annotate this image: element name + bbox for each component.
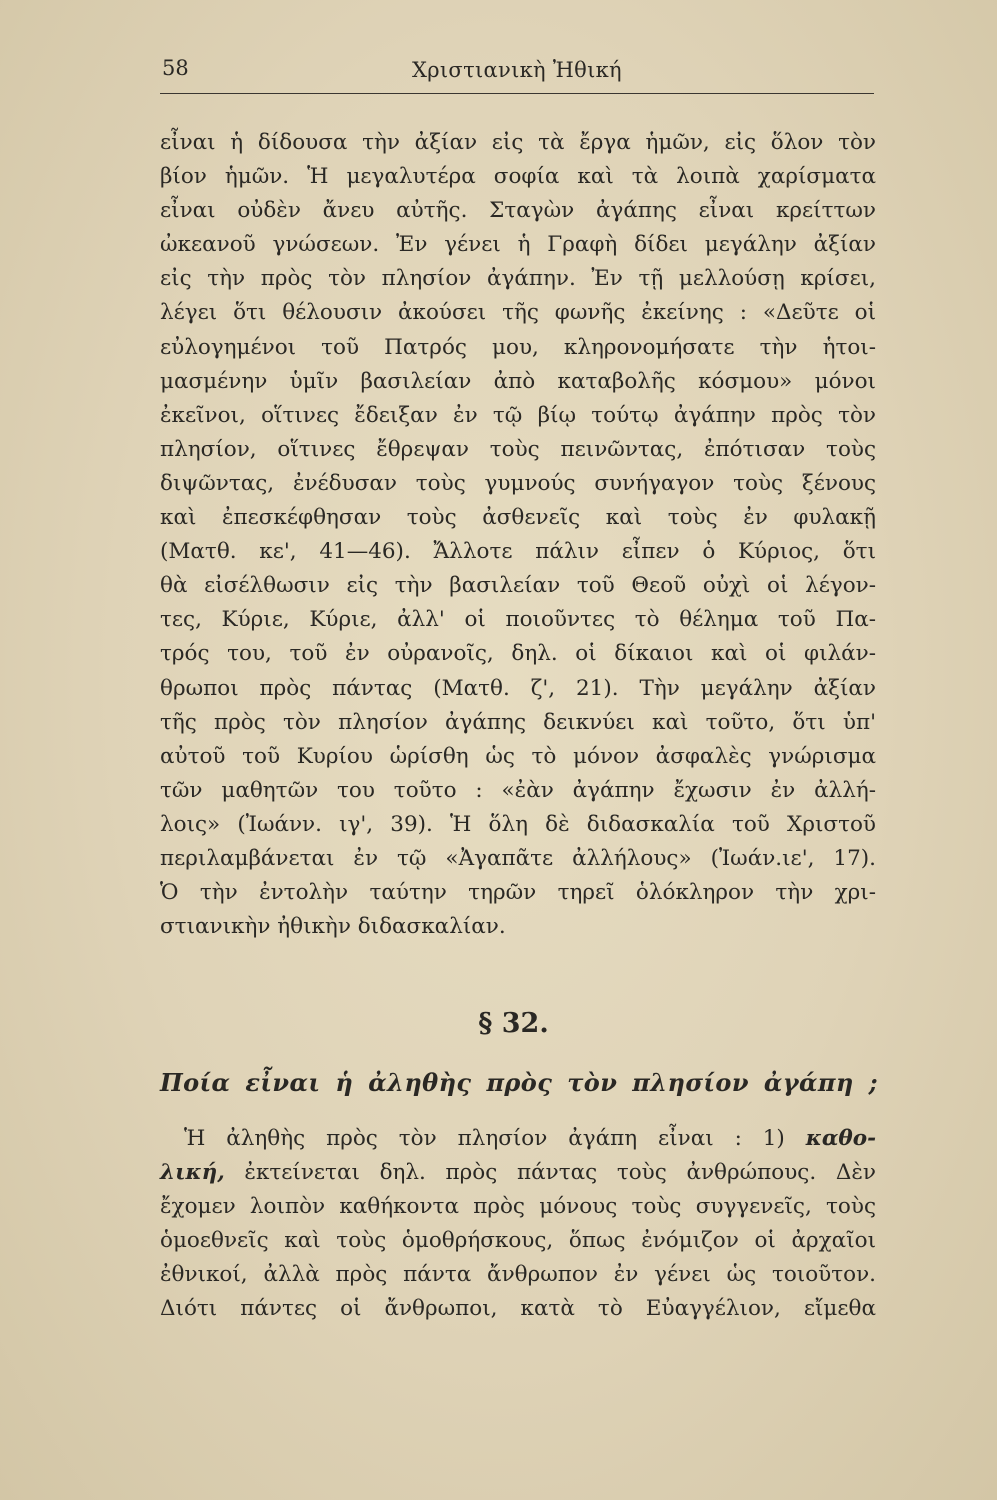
text-line: διψῶντας, ἐνέδυσαν τοὺς γυμνούς συνήγαγον τοὺς ξένους xyxy=(160,470,876,496)
text-line: τῆς πρὸς τὸν πλησίον ἀγάπης δεικνύει καὶ τοῦτο, ὅτι ὑπ' xyxy=(160,709,876,735)
text-line: μασμένην ὑμῖν βασιλείαν ἀπὸ καταβολῆς κόσμου» μόνοι xyxy=(160,368,876,394)
text-line: ὁμοεθνεῖς καὶ τοὺς ὁμοθρήσκους, ὅπως ἐνόμιζον οἱ ἀρχαῖοι xyxy=(160,1228,876,1254)
text-line: τες, Κύριε, Κύριε, ἀλλ' οἱ ποιοῦντες τὸ θέλημα τοῦ Πα- xyxy=(160,607,876,633)
line-rest: ἐκτείνεται δηλ. πρὸς πάντας τοὺς ἀνθρώπους. Δὲν xyxy=(244,1160,876,1186)
text-line: ὠκεανοῦ γνώσεων. Ἐν γένει ἡ Γραφὴ δίδει μεγάλην ἀξίαν xyxy=(160,232,876,258)
page-header xyxy=(160,56,875,90)
text-line: Ὁ τὴν ἐντολὴν ταύτην τηρῶν τηρεῖ ὁλόκληρον τὴν χρι- xyxy=(160,880,876,906)
text-line: θὰ εἰσέλθωσιν εἰς τὴν βασιλείαν τοῦ Θεοῦ οὐχὶ οἱ λέγον- xyxy=(160,573,876,599)
emphasized-term: λική, xyxy=(160,1160,225,1186)
text-line: πλησίον, οἵτινες ἔθρεψαν τοὺς πεινῶντας, ἐπότισαν τοὺς xyxy=(160,436,876,462)
line-start: Ἡ ἀληθὴς πρὸς τὸν πλησίον ἀγάπη εἶναι : 1) xyxy=(184,1126,785,1151)
text-line: τρός του, τοῦ ἐν οὐρανοῖς, δηλ. οἱ δίκαιοι καὶ οἱ φιλάν- xyxy=(160,641,876,667)
page-number: 58 xyxy=(162,56,189,80)
section-heading: Ποία εἶναι ἡ ἀληθὴς πρὸς τὸν πλησίον ἀγάπη ; xyxy=(160,1068,878,1097)
text-line: Διότι πάντες οἱ ἄνθρωποι, κατὰ τὸ Εὐαγγέλιον, εἴμεθα xyxy=(160,1296,876,1322)
running-title: Χριστιανικὴ Ἠθική xyxy=(412,58,622,82)
text-line: ἐκεῖνοι, οἵτινες ἔδειξαν ἐν τῷ βίῳ τούτῳ ἀγάπην πρὸς τὸν xyxy=(160,402,876,428)
text-line xyxy=(160,1122,876,1156)
text-line: αὐτοῦ τοῦ Κυρίου ὡρίσθη ὡς τὸ μόνον ἀσφαλὲς γνώρισμα xyxy=(160,743,876,769)
text-line: τῶν μαθητῶν του τοῦτο : «ἐὰν ἀγάπην ἔχωσιν ἐν ἀλλή- xyxy=(160,777,876,803)
text-line: ἐθνικοί, ἀλλὰ πρὸς πάντα ἄνθρωπον ἐν γένει ὡς τοιοῦτον. xyxy=(160,1262,876,1288)
text-line: εἰς τὴν πρὸς τὸν πλησίον ἀγάπην. Ἐν τῇ μελλούσῃ κρίσει, xyxy=(160,266,876,292)
text-line: θρωποι πρὸς πάντας (Ματθ. ζ', 21). Τὴν μεγάλην ἀξίαν xyxy=(160,675,876,701)
section-number: § 32. xyxy=(478,1008,549,1039)
body-paragraph xyxy=(160,126,876,944)
text-line: λέγει ὅτι θέλουσιν ἀκούσει τῆς φωνῆς ἐκείνης : «Δεῦτε οἱ xyxy=(160,300,876,326)
text-line xyxy=(160,1156,876,1190)
text-line: στιανικὴν ἠθικὴν διδασκαλίαν. xyxy=(160,914,506,940)
emphasized-term: καθο- xyxy=(805,1126,876,1151)
text-line: λοις» (Ἰωάνν. ιγ', 39). Ἡ ὅλη δὲ διδασκαλία τοῦ Χριστοῦ xyxy=(160,811,876,837)
text-line: βίον ἡμῶν. Ἡ μεγαλυτέρα σοφία καὶ τὰ λοιπὰ χαρίσματα xyxy=(160,164,876,190)
header-rule xyxy=(160,93,874,94)
text-line: εἶναι οὐδὲν ἄνευ αὐτῆς. Σταγὼν ἀγάπης εἶναι κρείττων xyxy=(160,198,876,224)
text-line: ἔχομεν λοιπὸν καθήκοντα πρὸς μόνους τοὺς συγγενεῖς, τοὺς xyxy=(160,1194,876,1220)
text-line: περιλαμβάνεται ἐν τῷ «Ἀγαπᾶτε ἀλλήλους» (Ἰωάν.ιε', 17). xyxy=(160,845,876,871)
text-line: εἶναι ἡ δίδουσα τὴν ἀξίαν εἰς τὰ ἔργα ἡμῶν, εἰς ὅλον τὸν xyxy=(160,130,876,155)
text-line: (Ματθ. κε', 41—46). Ἄλλοτε πάλιν εἶπεν ὁ Κύριος, ὅτι xyxy=(160,539,876,565)
text-line: εὐλογημένοι τοῦ Πατρός μου, κληρονομήσατε τὴν ἡτοι- xyxy=(160,334,876,360)
second-paragraph xyxy=(160,1122,876,1327)
text-line: καὶ ἐπεσκέφθησαν τοὺς ἀσθενεῖς καὶ τοὺς ἐν φυλακῇ xyxy=(160,505,876,531)
